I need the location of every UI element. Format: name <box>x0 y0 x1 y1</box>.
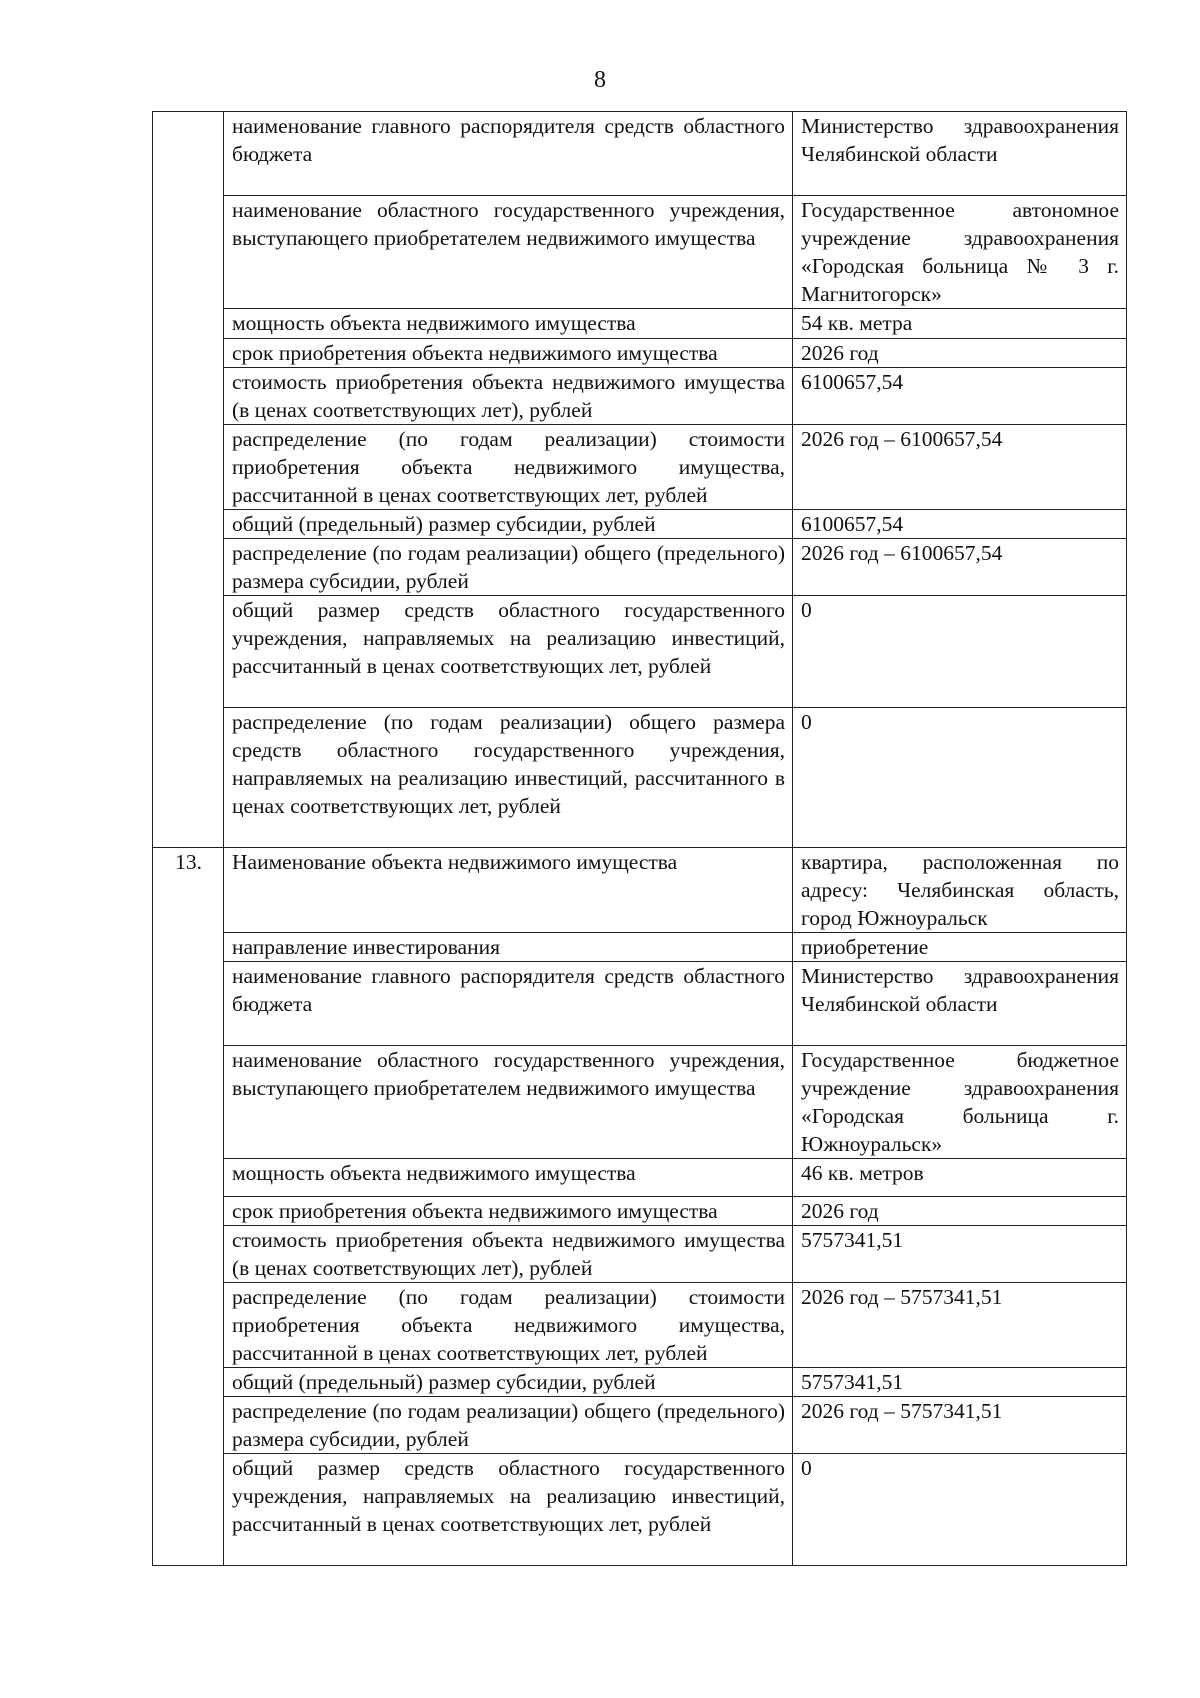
row-value: 2026 год – 6100657,54 <box>793 539 1127 596</box>
row-label: общий размер средств областного государственного учреждения, направляемых на реализацию инвестиций, рассчитанный в ценах соответствующих лет, рублей <box>224 1454 793 1566</box>
row-label: Наименование объекта недвижимого имущества <box>224 848 793 933</box>
row-value: Государственное автономное учреждение здравоохранения «Городская больница № 3 г. Магнитогорск» <box>793 196 1127 309</box>
row-value: Министерство здравоохранения Челябинской области <box>793 962 1127 1046</box>
table-row <box>153 708 1127 848</box>
row-label: наименование главного распорядителя средств областного бюджета <box>224 112 793 196</box>
table-row <box>153 1397 1127 1454</box>
row-value: квартира, расположенная по адресу: Челябинская область, город Южноуральск <box>793 848 1127 933</box>
table-row <box>153 1197 1127 1226</box>
row-value: 6100657,54 <box>793 368 1127 425</box>
item-number-cell: 13. <box>153 848 224 1566</box>
row-value: 54 кв. метра <box>793 309 1127 339</box>
row-value: 5757341,51 <box>793 1368 1127 1397</box>
row-value: 5757341,51 <box>793 1226 1127 1283</box>
row-value: 46 кв. метров <box>793 1159 1127 1197</box>
row-label: распределение (по годам реализации) общего (предельного) размера субсидии, рублей <box>224 539 793 596</box>
table-row <box>153 112 1127 196</box>
table-row <box>153 848 1127 933</box>
table-row <box>153 510 1127 539</box>
row-label: общий (предельный) размер субсидии, рублей <box>224 510 793 539</box>
table-row <box>153 309 1127 339</box>
row-value: 2026 год – 5757341,51 <box>793 1283 1127 1368</box>
table-row <box>153 962 1127 1046</box>
row-value: 2026 год <box>793 339 1127 368</box>
row-value: 0 <box>793 1454 1127 1566</box>
table-row <box>153 933 1127 962</box>
row-label: срок приобретения объекта недвижимого имущества <box>224 1197 793 1226</box>
table-row <box>153 596 1127 708</box>
table-row <box>153 368 1127 425</box>
table-row <box>153 1046 1127 1159</box>
table-row <box>153 1226 1127 1283</box>
row-value: 6100657,54 <box>793 510 1127 539</box>
row-value: Министерство здравоохранения Челябинской области <box>793 112 1127 196</box>
row-label: наименование областного государственного учреждения, выступающего приобретателем недвижимого имущества <box>224 196 793 309</box>
row-label: мощность объекта недвижимого имущества <box>224 1159 793 1197</box>
row-label: общий размер средств областного государственного учреждения, направляемых на реализацию инвестиций, рассчитанный в ценах соответствующих лет, рублей <box>224 596 793 708</box>
item-number-cell <box>153 112 224 848</box>
row-label: распределение (по годам реализации) стоимости приобретения объекта недвижимого имущества, рассчитанной в ценах соответствующих лет, рублей <box>224 425 793 510</box>
row-value: 0 <box>793 596 1127 708</box>
row-label: срок приобретения объекта недвижимого имущества <box>224 339 793 368</box>
row-label: распределение (по годам реализации) стоимости приобретения объекта недвижимого имущества, рассчитанной в ценах соответствующих лет, рублей <box>224 1283 793 1368</box>
row-label: распределение (по годам реализации) общего (предельного) размера субсидии, рублей <box>224 1397 793 1454</box>
table-row <box>153 1454 1127 1566</box>
row-label: общий (предельный) размер субсидии, рублей <box>224 1368 793 1397</box>
table-row <box>153 1159 1127 1197</box>
row-value: Государственное бюджетное учреждение здравоохранения «Городская больница г. Южноуральск» <box>793 1046 1127 1159</box>
row-value: 2026 год <box>793 1197 1127 1226</box>
row-value: 2026 год – 5757341,51 <box>793 1397 1127 1454</box>
page-number: 8 <box>594 67 606 93</box>
row-value: приобретение <box>793 933 1127 962</box>
row-label: стоимость приобретения объекта недвижимого имущества (в ценах соответствующих лет), рублей <box>224 368 793 425</box>
investment-table <box>152 111 1127 1566</box>
table-row <box>153 1283 1127 1368</box>
row-label: стоимость приобретения объекта недвижимого имущества (в ценах соответствующих лет), рублей <box>224 1226 793 1283</box>
table-row <box>153 1368 1127 1397</box>
table-row <box>153 425 1127 510</box>
table-row <box>153 339 1127 368</box>
table-row <box>153 539 1127 596</box>
row-label: наименование главного распорядителя средств областного бюджета <box>224 962 793 1046</box>
row-value: 2026 год – 6100657,54 <box>793 425 1127 510</box>
row-label: распределение (по годам реализации) общего размера средств областного государственного учреждения, направляемых на реализацию инвестиций, рассчитанного в ценах соответствующих лет, рублей <box>224 708 793 848</box>
row-value: 0 <box>793 708 1127 848</box>
table-row <box>153 196 1127 309</box>
row-label: мощность объекта недвижимого имущества <box>224 309 793 339</box>
row-label: наименование областного государственного учреждения, выступающего приобретателем недвижимого имущества <box>224 1046 793 1159</box>
row-label: направление инвестирования <box>224 933 793 962</box>
